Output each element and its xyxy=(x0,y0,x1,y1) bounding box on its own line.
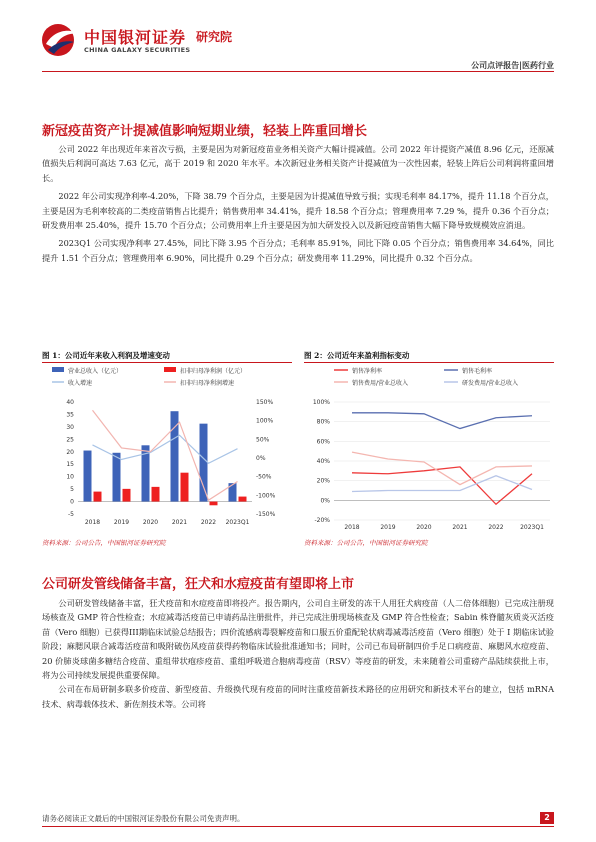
footer-disclaimer: 请务必阅读正文最后的中国银河证券股份有限公司免责声明。 xyxy=(42,814,245,823)
x-tick-label: 2020 xyxy=(416,524,432,530)
bar xyxy=(210,502,218,506)
legend-swatch xyxy=(164,367,176,372)
y2-tick-label: -50% xyxy=(256,473,272,481)
y-tick-label: 5 xyxy=(70,486,74,494)
series-line xyxy=(352,476,532,492)
bar xyxy=(94,492,102,502)
bar xyxy=(200,424,208,502)
x-tick-label: 2020 xyxy=(142,519,159,526)
y-tick-label: 20 xyxy=(66,448,74,456)
y-tick-label: 15 xyxy=(66,461,74,469)
x-tick-label: 2019 xyxy=(380,524,396,530)
x-tick-label: 2023Q1 xyxy=(225,519,250,526)
report-tag: 公司点评报告|医药行业 xyxy=(471,60,554,70)
y-tick-label: 40% xyxy=(316,458,330,465)
brand-institute: 研究院 xyxy=(196,30,233,44)
series-line xyxy=(352,413,532,429)
section-title-pipeline: 公司研发管线储备丰富，狂犬和水痘疫苗有望即将上市 xyxy=(42,577,355,592)
y-tick-label: 80% xyxy=(316,418,330,426)
figure2-chart xyxy=(304,364,556,530)
paragraph: 2023Q1 公司实现净利率 27.45%，同比下降 3.95 个百分点；毛利率 85.91%，同比下降 0.05 个百分点；销售费用率 34.64%，同比提升 1.51 个百分点；管理费用率 6.90%，同比提升 0.29 个百分点；研发费用率 11.29%，同比提升 0.32 个百分点。 xyxy=(42,238,554,263)
y-tick-label: 40 xyxy=(66,399,74,406)
y2-tick-label: 100% xyxy=(256,417,274,425)
y-tick-label: -20% xyxy=(314,517,330,524)
legend-label: 收入增速 xyxy=(68,380,93,387)
header-divider xyxy=(42,71,554,72)
section-title-impairment: 新冠疫苗资产计提减值影响短期业绩，轻装上阵重回增长 xyxy=(42,124,368,139)
y-tick-label: 0% xyxy=(320,497,330,505)
page-number: 2 xyxy=(540,812,554,824)
legend-label: 销售毛利率 xyxy=(462,368,493,375)
figure2-source: 资料来源：公司公告，中国银河证券研究院 xyxy=(304,539,428,547)
y-tick-label: 100% xyxy=(312,399,330,406)
y-tick-label: 30 xyxy=(66,423,74,431)
y-tick-label: 20% xyxy=(316,477,330,485)
company-logo xyxy=(40,22,250,58)
bar xyxy=(123,489,131,502)
legend-label: 销售净利率 xyxy=(352,368,383,375)
paragraph: 2022 年公司实现净利率-4.20%，下降 38.79 个百分点，主要是因为计提减值导致亏损；实现毛利率 84.17%，提升 11.18 个百分点，主要是因为毛利率较高的二类疫苗销售占比提升；销售费用率 34.41%，提升 18.58 个百分点；管理费用率 7.29 %，提升 0.36 个百分点；研发费用率 25.40%，提升 15.70 个百分点；公司费用率上升主要是因为加大研发投入以及新冠疫苗销售大幅下降导致规模效应消退。 xyxy=(42,191,554,231)
legend-label: 销售费用/营业总收入 xyxy=(352,380,409,387)
legend-swatch xyxy=(52,367,64,372)
legend-label: 营业总收入（亿元） xyxy=(68,368,123,375)
bar xyxy=(239,497,247,502)
bar xyxy=(84,451,92,502)
figure1-rule xyxy=(42,362,292,363)
y-tick-label: 0 xyxy=(70,498,74,506)
section-body-impairment xyxy=(42,142,554,265)
x-tick-label: 2023Q1 xyxy=(520,524,544,530)
legend-label: 扣非归母净利润（亿元） xyxy=(180,368,247,375)
figure1-source: 资料来源：公司公告，中国银河证券研究院 xyxy=(42,539,166,547)
galaxy-logo-icon xyxy=(40,22,80,58)
y-tick-label: 60% xyxy=(316,438,330,446)
legend-label: 研发费用/营业总收入 xyxy=(462,380,519,387)
legend-label: 扣非归母净利润增速 xyxy=(180,380,235,387)
figure2-title: 图 2：公司近年来盈利指标变动 xyxy=(304,351,410,360)
paragraph: 公司 2022 年出现近年来首次亏损，主要是因为对新冠疫苗业务相关资产大幅计提减值。公司 2022 年计提资产减值 8.96 亿元，还原减值损失后利润可高达 7.63 亿元，高于 2019 和 2020 年水平。本次新冠业务相关资产计提减值为一次性因素，轻装上阵后公司利润将重回增长。 xyxy=(42,144,554,183)
y2-tick-label: -100% xyxy=(256,492,276,500)
y2-tick-label: -150% xyxy=(256,511,276,518)
figure1-chart xyxy=(42,364,294,530)
brand-name-cn: 中国银河证券 xyxy=(84,28,187,47)
brand-name-en: CHINA GALAXY SECURITIES xyxy=(84,46,191,54)
series-line xyxy=(352,467,532,504)
bar xyxy=(152,487,160,502)
y-tick-label: -5 xyxy=(68,511,74,518)
figure2-rule xyxy=(304,362,554,363)
section-body-pipeline xyxy=(42,596,554,711)
y-tick-label: 35 xyxy=(66,411,74,419)
y2-tick-label: 0% xyxy=(256,455,266,462)
x-tick-label: 2022 xyxy=(200,519,217,526)
bar xyxy=(181,473,189,502)
x-tick-label: 2018 xyxy=(344,524,360,530)
x-tick-label: 2019 xyxy=(113,519,130,526)
paragraph: 公司研发管线储备丰富，狂犬疫苗和水痘疫苗即将投产。报告期内，公司自主研发的冻干人用狂犬病疫苗（人二倍体细胞）已完成注册现场核查及 GMP 符合性检查；水痘减毒活疫苗已申请药品注册批件，并已完成注册现场核查及 GMP 符合性检查；Sabin 株脊髓灰质炎灭活疫苗（Vero 细胞）已获得III期临床试验总结报告；四价流感病毒裂解疫苗和口服五价重配轮状病毒减毒活疫苗（Vero 细胞）处于 I 期临床试验阶段；麻腮风联合减毒活疫苗和吸附破伤风疫苗获得药物临床试验批准通知书；同时，公司已布局研制四价手足口病疫苗、麻腮风水痘疫苗、20 价肺炎球菌多糖结合疫苗、重组带状疱疹疫苗、重组呼吸道合胞病毒疫苗（RSV）等疫苗的研发，未来随着公司重磅产品陆续获批上市，将为公司持续发展提供重要保障。 xyxy=(42,598,554,681)
y2-tick-label: 50% xyxy=(256,436,270,444)
y2-tick-label: 150% xyxy=(256,399,274,406)
y-tick-label: 10 xyxy=(66,473,74,481)
x-tick-label: 2018 xyxy=(84,519,101,526)
x-tick-label: 2022 xyxy=(488,524,504,530)
bar xyxy=(113,453,121,502)
x-tick-label: 2021 xyxy=(452,524,468,530)
footer-divider xyxy=(42,826,554,827)
paragraph: 公司在布局研制多联多价疫苗、新型疫苗、升级换代现有疫苗的同时注重疫苗新技术路径的应用研究和新技术平台的建立，包括 mRNA 技术、病毒载体技术、新佐剂技术等。公司将 xyxy=(42,684,554,709)
figure1-title: 图 1：公司近年来收入利润及增速变动 xyxy=(42,351,170,360)
y-tick-label: 25 xyxy=(66,436,74,444)
x-tick-label: 2021 xyxy=(171,519,188,526)
